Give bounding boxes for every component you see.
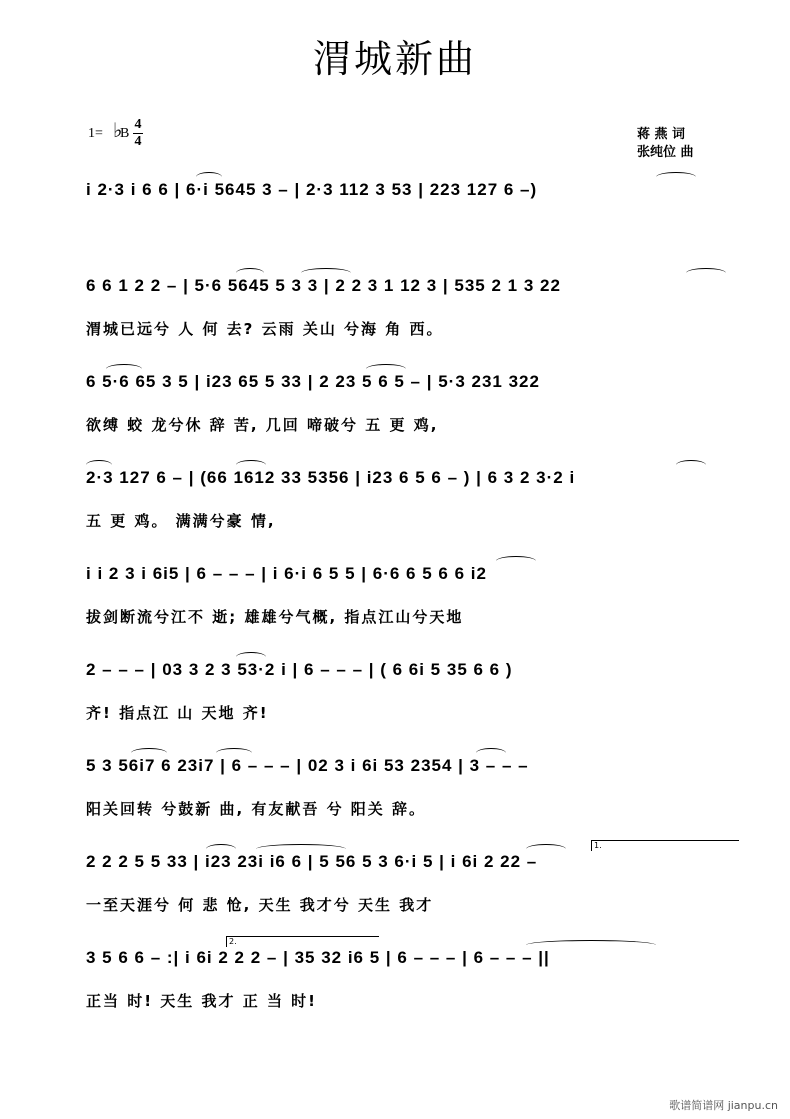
notation: i i 2 3 i 6i5 | 6 – – – | i 6·i 6 5 5 | 6·6 6 5 6 6 i2 (86, 564, 487, 583)
credits (637, 126, 694, 162)
key-note: B (120, 126, 130, 141)
lyrics: 阳关回转 兮鼓新 曲, 有友献吾 兮 阳关 辞。 (86, 800, 427, 818)
notation: 2 2 2 5 5 33 | i23 23i i6 6 | 5 56 5 3 6·i 5 | i 6i 2 22 – (86, 852, 538, 871)
lyrics: 正当 时! 天生 我才 正 当 时! (86, 992, 318, 1010)
key-label: 1= (88, 126, 103, 141)
watermark: 歌谱简谱网 jianpu.cn (669, 1099, 778, 1112)
notation: 6 5·6 65 3 5 | i23 65 5 33 | 2 23 5 6 5 – | 5·3 231 322 (86, 372, 540, 391)
lyrics: 拔剑断流兮江不 逝; 雄雄兮气概, 指点江山兮天地 (86, 608, 464, 626)
time-bottom: 4 (134, 134, 142, 149)
lyrics: 一至天涯兮 何 悲 怆, 天生 我才兮 天生 我才 (86, 896, 434, 914)
page-title: 渭城新曲 (312, 37, 477, 81)
lyrics: 渭城已远兮 人 何 去? 云雨 关山 兮海 角 西。 (86, 320, 444, 338)
volta-second: 2. (226, 936, 379, 947)
notation: 2·3 127 6 – | (66 1612 33 5356 | i23 6 5 6 – ) | 6 3 2 3·2 i (86, 468, 576, 487)
time-signature (133, 118, 143, 149)
time-top: 4 (134, 117, 142, 132)
notation: 2 – – – | 03 3 2 3 53·2 i | 6 – – – | ( 6 6i 5 35 6 6 ) (86, 660, 513, 679)
lyrics: 欲缚 蛟 龙兮休 辞 苦, 几回 啼破兮 五 更 鸡, (86, 416, 439, 434)
lyricist: 蒋 燕 词 (637, 127, 686, 142)
lyrics: 齐! 指点江 山 天地 齐! (86, 704, 269, 722)
notation: 5 3 56i7 6 23i7 | 6 – – – | 02 3 i 6i 53 2354 | 3 – – – (86, 756, 529, 775)
lyrics: 五 更 鸡。 满满兮豪 情, (86, 512, 276, 530)
notation: 3 5 6 6 – :| i 6i 2 2 2 – | 35 32 i6 5 | 6 – – – | 6 – – – || (86, 948, 550, 967)
notation: i 2·3 i 6 6 | 6·i 5645 3 – | 2·3 112 3 53 | 223 127 6 –) (86, 180, 538, 199)
flat-sign: ♭ (113, 120, 123, 142)
composer: 张纯位 曲 (637, 145, 694, 160)
volta-first: 1. (591, 840, 739, 851)
notation: 6 6 1 2 2 – | 5·6 5645 5 3 3 | 2 2 3 1 12 3 | 535 2 1 3 22 (86, 276, 561, 295)
